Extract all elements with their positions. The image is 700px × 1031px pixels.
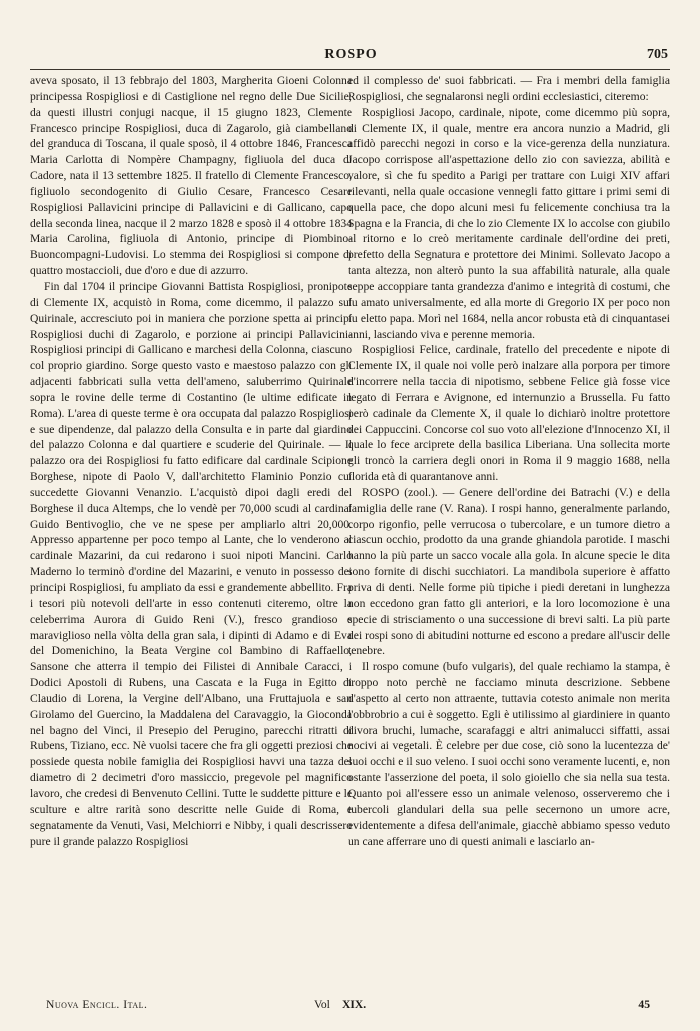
page-footer xyxy=(30,998,670,1014)
paragraph: aveva sposato, il 13 febbrajo del 1803, Margherita Gioeni Colonna principessa Rospigliosi e di Castiglione nel regno delle Due Sicilie; da questi illustri conjugi nacque, il 15 giugno 1823, Clemente Francesco principe Rospigliosi, duca di Zagarolo, già ciambellano del granduca di Toscana, il quale sposò, il 4 ottobre 1846, Francesca Maria Carlotta di Nompère Champagny, figliuola del duca di Cadore, nata il 13 settembre 1825. Il fratello di Clemente Francesco, figliuolo secondogenito di Giulio Cesare, Francesco Cesare Rospigliosi Pallavicini principe di Pallavicini e di Gallicano, capo della seconda linea, nacque il 2 marzo 1828 e sposò il 4 ottobre 1834 Maria Carolina, figliuola di Antonio, principe di Piombino-Buoncompagni-Ludovisi. Lo stemma dei Rospigliosi si compone di quattro mostaccioli, due d'oro e due di azzurro. xyxy=(30,74,352,278)
left-column xyxy=(30,73,352,849)
signature-number: 45 xyxy=(638,998,650,1011)
page-number: 705 xyxy=(647,47,668,62)
paragraph: Fin dal 1704 il principe Giovanni Battista Rospigliosi, pronipote di Clemente IX, acquistò in Roma, come dicemmo, il palazzo sul Quirinale, accresciuto poi in maniera che porzione spetta ai principi Rospigliosi duchi di Zagarolo, e porzione ai principi Pallavicini-Rospigliosi principi di Gallicano e marchesi della Colonna, ciascuno col proprio giardino. Sorge questo vasto e maestoso palazzo con gli adjacenti fabbricati sulla vetta dell'ameno, saluberrimo Quirinale sopra le rovine delle terme di Costantino (le ultime edificate in Roma). L'area di queste terme è ora occupata dal palazzo Rospigliosi e sue dipendenze, dal palazzo della Consulta e in parte dal giardino del palazzo Colonna e dal quartiere e scuderie del Quirinale. — Il palazzo ora dei Rospigliosi fu fatto edificare dal cardinale Scipione Borghese, nipote di Paolo V, dall'architetto Flaminio Ponzio cui succedette Giovanni Venanzio. L'acquistò dipoi dagli eredi del Borghese il duca Altemps, che lo vendè per 70,000 scudi al cardinal Guido Bentivoglio, che ve ne spese per ampliarlo altri 20,000. Appresso appartenne per poco tempo al Lante, che lo venderono al cardinale Mazarini, da cui redarono i suoi nipoti Mancini. Carlo Maderno lo terminò d'ordine del Mazarini, e venuto in possesso dei principi Rospigliosi, fu ampliato da essi e grandemente abbellito. Fra i tesori più notevoli dell'arte in esso contenuti citeremo, oltre la celeberrima Aurora di Guido Reni (V.), fresco grandioso e maraviglioso nella vòlta della gran sala, i dipinti di Adamo e di Eva del Domenichino, la Beata Vergine col Bambino di Raffaello, Sansone che atterra il tempio dei Filistei di Annibale Caracci, i Dodici Apostoli di Rubens, una Cascata e la Fuga in Egitto di Claudio di Lorena, la Vergine dell'Albano, una Fruttajuola e san Girolamo del Guercino, la Maddalena del Caravaggio, la Gioconda nel bagno del Vinci, il Presepio del Perugino, parecchi ritratti di Rubens, Tiziano, ecc. Nè vuolsi tacere che fra gli oggetti preziosi che possiede questa nobile famiglia dei Rospigliosi havvi una tazza del diametro di 2 decimetri d'oro massiccio, pregevole pel magnifico lavoro, che credesi di Benvenuto Cellini. Tutte le suddette pitture e le sculture e altre rarità sono descritte nelle Guide di Roma, e segnatamente da Venuti, Vasi, Melchiorri e Nibby, i quali descrissero pure il grande palazzo Rospigliosi xyxy=(30,279,352,848)
paragraph: Rospigliosi Felice, cardinale, fratello del precedente e nipote di Clemente IX, il quale noi volle però inalzare alla porpora per timore d'incorrere nella taccia di nipotismo, sebbene Felice già fosse vice legato di Ferrara e Avignone, ed internunzio a Brussella. Fu fatto però cadinale da Clemente X, il quale lo dichiarò inoltre protettore dei Cappuccini. Concorse col suo voto all'elezione d'Innocenzo XI, il quale lo fece arciprete della basilica Liberiana. Una sollecita morte gli troncò la carriera degli onori in Roma il 9 maggio 1688, nella florida età di quarantanove anni. xyxy=(348,343,670,484)
paragraph: ROSPO (zool.). — Genere dell'ordine dei Batrachi (V.) e della famiglia delle rane (V. Rana). I rospi hanno, generalmente parlando, corpo rigonfio, pelle verrucosa o tubercolare, e un tumore dietro a ciascun occhio, prodotto da una grande ghiandola parotide. I maschi hanno la più parte un sacco vocale alla gola. In alcune specie le dita sono fornite di dischi succhiatori. La mandibola superiore è affatto priva di denti. Nelle forme più tipiche i piedi deretani in lunghezza non eccedono gran fatto gli anteriori, e la loro locomozione è una specie di strisciamento o una successione di brevi salti. La più parte dei rospi sono di abitudini notturne ed escono a predare all'uscir delle tenebre. xyxy=(348,485,670,658)
publication-name: Nuova Encicl. Ital. xyxy=(46,998,148,1011)
volume-label: Vol xyxy=(314,998,330,1011)
header-rule xyxy=(30,69,670,70)
paragraph: Il rospo comune (bufo vulgaris), del quale rechiamo la stampa, è troppo noto perchè ne facciamo minuta descrizione. Sebbene d'aspetto al certo non attraente, tuttavia cotesto animale non merita l'obbrobrio a cui è soggetto. Egli è utilissimo al giardiniere in quanto divora bruchi, lumache, scarafaggi e altri animalucci siffatti, assai nocivi ai vegetali. È celebre per due cose, ciò sono la lucentezza de' suoi occhi e il suo veleno. I suoi occhi sono veramente lucenti, e, non ostante l'asserzione del poeta, il solo gioiello che sia nella sua testa. Quanto poi all'essere esso un animale velenoso, osserveremo che i tubercoli glandulari della sua pelle secernono un umore acre, evidentemente a difesa dell'animale, giacchè abbiamo spesso veduto un cane afferrare uno di questi animali e lasciarlo an- xyxy=(348,660,670,848)
paragraph: ed il complesso de' suoi fabbricati. — Fra i membri della famiglia Rospigliosi, che segnalaronsi negli ordini ecclesiastici, citeremo: xyxy=(348,74,670,103)
page-header xyxy=(34,47,668,65)
right-column xyxy=(348,73,670,849)
running-title: ROSPO xyxy=(324,47,378,62)
paragraph: Rospigliosi Jacopo, cardinale, nipote, come dicemmo più sopra, di Clemente IX, il quale, mentre era ancora nunzio a Madrid, gli affidò parecchi negozi in corso e la vice-gerenza della nunziatura. Jacopo corrispose all'aspettazione dello zio con saviezza, abilità e valore, sì che fu spedito a Parigi per trattare con Luigi XIV affari rilevanti, nella quale occasione vennegli fatto gittare i primi semi di quella pace, che dopo alcuni mesi fu felicemente conchiusa tra la Spagna e la Francia, di che lo zio Clemente IX lo accolse con giubilo al ritorno e lo creò meritamente cardinale dell'ordine dei preti, prefetto della Segnatura e protettore dei Minimi. Sollevato Jacopo a tanta altezza, non alterò punto la sua affabilità naturale, alla quale seppe accoppiare tanta grandezza d'animo e integrità di costumi, che fu amato universalmente, ed alla morte di Gregorio IX per poco non fu eletto papa. Morì nel 1684, nella ancor robusta età di cinquantasei anni, lasciando viva e perenne memoria. xyxy=(348,105,670,341)
volume-number: XIX. xyxy=(342,998,367,1011)
